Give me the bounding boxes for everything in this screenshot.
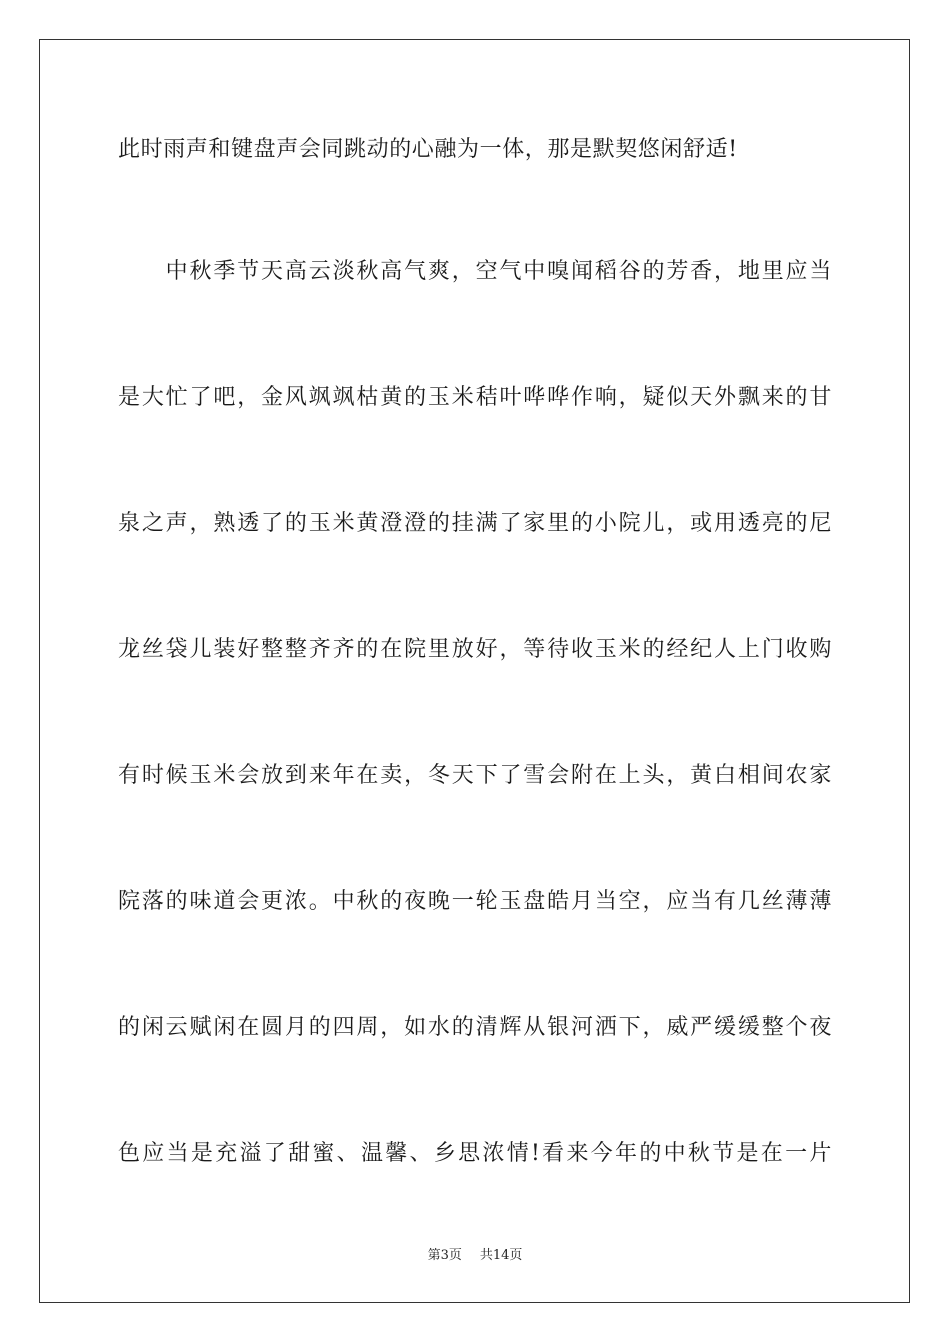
- text-line-9: 色应当是充溢了甜蜜、温馨、乡思浓情!看来今年的中秋节是在一片: [118, 1141, 832, 1166]
- text-line-3: 是大忙了吧，金风飒飒枯黄的玉米秸叶哗哗作响，疑似天外飘来的甘: [118, 385, 832, 410]
- page-number-total: 共14页: [479, 1248, 523, 1263]
- text-line-6: 有时候玉米会放到来年在卖，冬天下了雪会附在上头，黄白相间农家: [118, 763, 832, 788]
- text-line-8: 的闲云赋闲在圆月的四周，如水的清辉从银河洒下，威严缓缓整个夜: [118, 1015, 832, 1040]
- page-border: [39, 39, 910, 1303]
- page-number-current: 第3页: [427, 1248, 462, 1263]
- text-line-7: 院落的味道会更浓。中秋的夜晚一轮玉盘皓月当空，应当有几丝薄薄: [118, 889, 832, 914]
- text-line-5: 龙丝袋儿装好整整齐齐的在院里放好，等待收玉米的经纪人上门收购: [118, 637, 832, 662]
- page-footer: [0, 1247, 950, 1265]
- text-line-4: 泉之声，熟透了的玉米黄澄澄的挂满了家里的小院儿，或用透亮的尼: [118, 511, 832, 536]
- text-line-2: 中秋季节天高云淡秋高气爽，空气中嗅闻稻谷的芳香，地里应当: [118, 259, 832, 284]
- text-line-1: 此时雨声和键盘声会同跳动的心融为一体，那是默契悠闲舒适!: [118, 137, 738, 162]
